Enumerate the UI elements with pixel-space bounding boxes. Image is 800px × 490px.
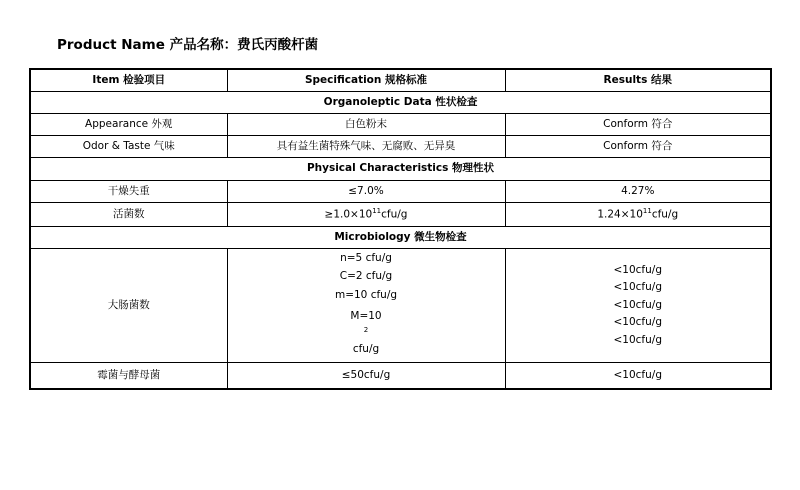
result-viable-unit: cfu/g (651, 208, 679, 221)
spec-mold-yeast: ≤50cfu/g (227, 362, 505, 389)
spec-viable-base: ≥1.0×10 (324, 208, 373, 221)
spec-moisture: ≤7.0% (227, 180, 505, 202)
item-viable-count: 活菌数 (30, 202, 227, 226)
section-row-physical (30, 157, 771, 180)
table-header-row (30, 69, 771, 91)
result-mold-yeast: <10cfu/g (505, 362, 771, 389)
result-viable-base: 1.24×10 (597, 208, 643, 221)
result-viable-exponent: 11 (642, 206, 652, 215)
result-coliform-list (506, 261, 771, 349)
spec-coliform (227, 248, 505, 362)
section-microbiology: Microbiology 微生物检查 (30, 226, 771, 248)
spec-appearance: 白色粉末 (227, 113, 505, 135)
table-row (30, 113, 771, 135)
section-physical: Physical Characteristics 物理性状 (30, 157, 771, 180)
spec-coliform-m-exponent: 2 (363, 325, 369, 334)
spec-coliform-list (228, 249, 505, 362)
item-coliform: 大肠菌数 (30, 248, 227, 362)
section-row-organoleptic (30, 91, 771, 113)
result-viable-count (505, 202, 771, 226)
spec-coliform-line: C=2 cfu/g (339, 270, 393, 283)
item-mold-yeast: 霉菌与酵母菌 (30, 362, 227, 389)
spec-coliform-line-last (350, 304, 381, 361)
item-odor: Odor & Taste 气味 (30, 135, 227, 157)
result-coliform-line: <10cfu/g (613, 316, 662, 329)
header-specification: Specification 规格标准 (227, 69, 505, 91)
section-organoleptic: Organoleptic Data 性状检查 (30, 91, 771, 113)
item-appearance: Appearance 外观 (30, 113, 227, 135)
result-coliform-line: <10cfu/g (613, 298, 662, 311)
table-row (30, 180, 771, 202)
table-row (30, 362, 771, 389)
spec-odor: 具有益生菌特殊气味、无腐败、无异臭 (227, 135, 505, 157)
result-appearance: Conform 符合 (505, 113, 771, 135)
spec-coliform-m-unit: cfu/g (352, 342, 380, 355)
result-moisture: 4.27% (505, 180, 771, 202)
result-coliform (505, 248, 771, 362)
result-odor: Conform 符合 (505, 135, 771, 157)
spec-coliform-line: n=5 cfu/g (340, 251, 392, 264)
table-row (30, 248, 771, 362)
item-moisture: 干燥失重 (30, 180, 227, 202)
spec-viable-exponent: 11 (372, 206, 382, 215)
spec-coliform-m-base: M=10 (350, 310, 382, 323)
spec-viable-unit: cfu/g (381, 208, 408, 221)
table-row (30, 135, 771, 157)
spec-viable-count (227, 202, 505, 226)
specification-table (29, 68, 772, 390)
result-coliform-line: <10cfu/g (613, 333, 662, 346)
header-item: Item 检验项目 (30, 69, 227, 91)
header-results: Results 结果 (505, 69, 771, 91)
spec-coliform-line: m=10 cfu/g (334, 288, 398, 301)
result-coliform-line: <10cfu/g (613, 281, 662, 294)
result-coliform-line: <10cfu/g (613, 263, 662, 276)
table-row (30, 202, 771, 226)
section-row-microbiology (30, 226, 771, 248)
page-title: Product Name 产品名称：费氏丙酸杆菌 (57, 37, 319, 53)
